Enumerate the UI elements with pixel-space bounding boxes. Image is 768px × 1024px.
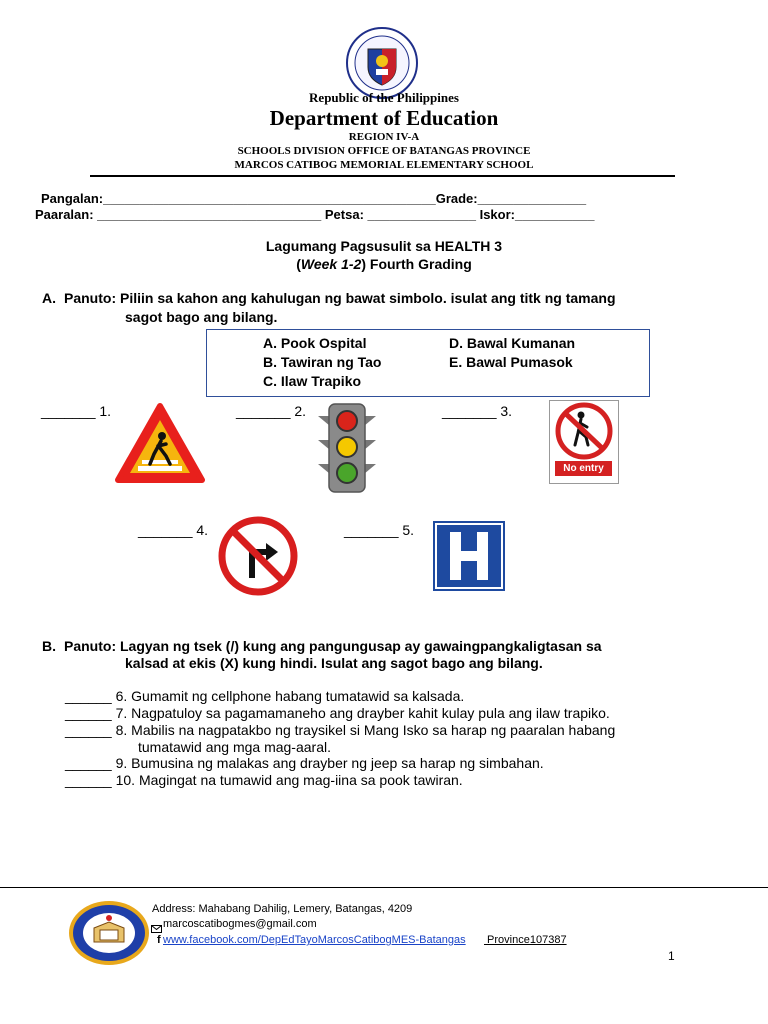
week-label: Week 1-2 bbox=[300, 256, 362, 272]
header-divider bbox=[90, 175, 675, 177]
footer-email: marcoscatibogmes@gmail.com bbox=[163, 918, 317, 930]
no-entry-sign-icon bbox=[549, 400, 619, 484]
footer-divider bbox=[0, 887, 768, 888]
no-right-turn-sign-icon bbox=[218, 516, 298, 596]
item-3-blank: _______ 3. bbox=[442, 403, 513, 419]
school-seal-logo bbox=[68, 900, 150, 966]
field-row-school-date-score: Paaralan: _______________________________ Petsa: _______________ Iskor:___________ bbox=[35, 207, 595, 222]
part-b-instruction-line2: kalsad at ekis (X) kung hindi. Isulat ang sagot bago ang bilang. bbox=[125, 655, 543, 671]
choice-e: E. Bawal Pumasok bbox=[449, 354, 573, 370]
deped-seal-logo bbox=[346, 27, 418, 99]
facebook-link[interactable]: www.facebook.com/DepEdTayoMarcosCatibogMES-Batangas bbox=[163, 934, 466, 946]
choice-a: A. Pook Ospital bbox=[263, 335, 367, 351]
item-10: ______ 10. Magingat na tumawid ang mag-iina sa pook tawiran. bbox=[65, 772, 463, 788]
choice-b: B. Tawiran ng Tao bbox=[263, 354, 382, 370]
traffic-light-icon bbox=[316, 402, 378, 494]
email-icon bbox=[151, 920, 162, 928]
footer-address: Address: Mahabang Dahilig, Lemery, Batangas, 4209 bbox=[152, 903, 413, 915]
item-5-blank: _______ 5. bbox=[344, 522, 415, 538]
quiz-subtitle: (Week 1-2) Fourth Grading bbox=[296, 256, 472, 272]
item-7: ______ 7. Nagpatuloy sa pagamamaneho ang drayber kahit kulay pula ang ilaw trapiko. bbox=[65, 705, 610, 721]
pedestrian-crossing-sign-icon bbox=[114, 402, 206, 484]
item-6: ______ 6. Gumamit ng cellphone habang tumatawid sa kalsada. bbox=[65, 688, 465, 704]
part-a-instruction-line2: sagot bago ang bilang. bbox=[125, 309, 278, 325]
quiz-title: Lagumang Pagsusulit sa HEALTH 3 bbox=[265, 238, 503, 254]
footer-facebook-suffix: Province107387 bbox=[484, 934, 567, 946]
header-region: REGION IV-A bbox=[348, 131, 420, 143]
item-8-continued: tumatawid ang mga mag-aaral. bbox=[138, 739, 331, 755]
part-b-instruction-line1: Panuto: Lagyan ng tsek (/) kung ang pangungusap ay gawaingpangkaligtasan sa bbox=[64, 638, 602, 654]
choice-d: D. Bawal Kumanan bbox=[449, 335, 576, 351]
part-a-instruction-line1: Panuto: Piliin sa kahon ang kahulugan ng bawat simbolo. isulat ang titk ng tamang bbox=[64, 290, 616, 306]
page-number: 1 bbox=[668, 949, 675, 963]
header-division: SCHOOLS DIVISION OFFICE OF BATANGAS PROVINCE bbox=[237, 145, 531, 157]
field-row-name-grade: Pangalan:______________________________________________Grade:_______________ bbox=[41, 191, 587, 206]
item-8: ______ 8. Mabilis na nagpatakbo ng traysikel si Mang Isko sa harap ng paaralan habang bbox=[65, 722, 616, 738]
item-2-blank: _______ 2. bbox=[236, 403, 307, 419]
part-b-letter: B. bbox=[42, 638, 56, 654]
header-school: MARCOS CATIBOG MEMORIAL ELEMENTARY SCHOOL bbox=[234, 159, 534, 171]
header-department: Department of Education bbox=[269, 106, 499, 130]
header-republic: Republic of the Philippines bbox=[309, 90, 459, 105]
item-1-blank: _______ 1. bbox=[41, 403, 112, 419]
facebook-icon: f bbox=[157, 934, 161, 946]
part-a-letter: A. bbox=[42, 290, 56, 306]
item-4-blank: _______ 4. bbox=[138, 522, 209, 538]
hospital-sign-icon bbox=[432, 520, 506, 592]
choice-c: C. Ilaw Trapiko bbox=[263, 373, 362, 389]
item-9: ______ 9. Bumusina ng malakas ang drayber ng jeep sa harap ng simbahan. bbox=[65, 755, 544, 771]
no-entry-label: No entry bbox=[555, 461, 612, 476]
